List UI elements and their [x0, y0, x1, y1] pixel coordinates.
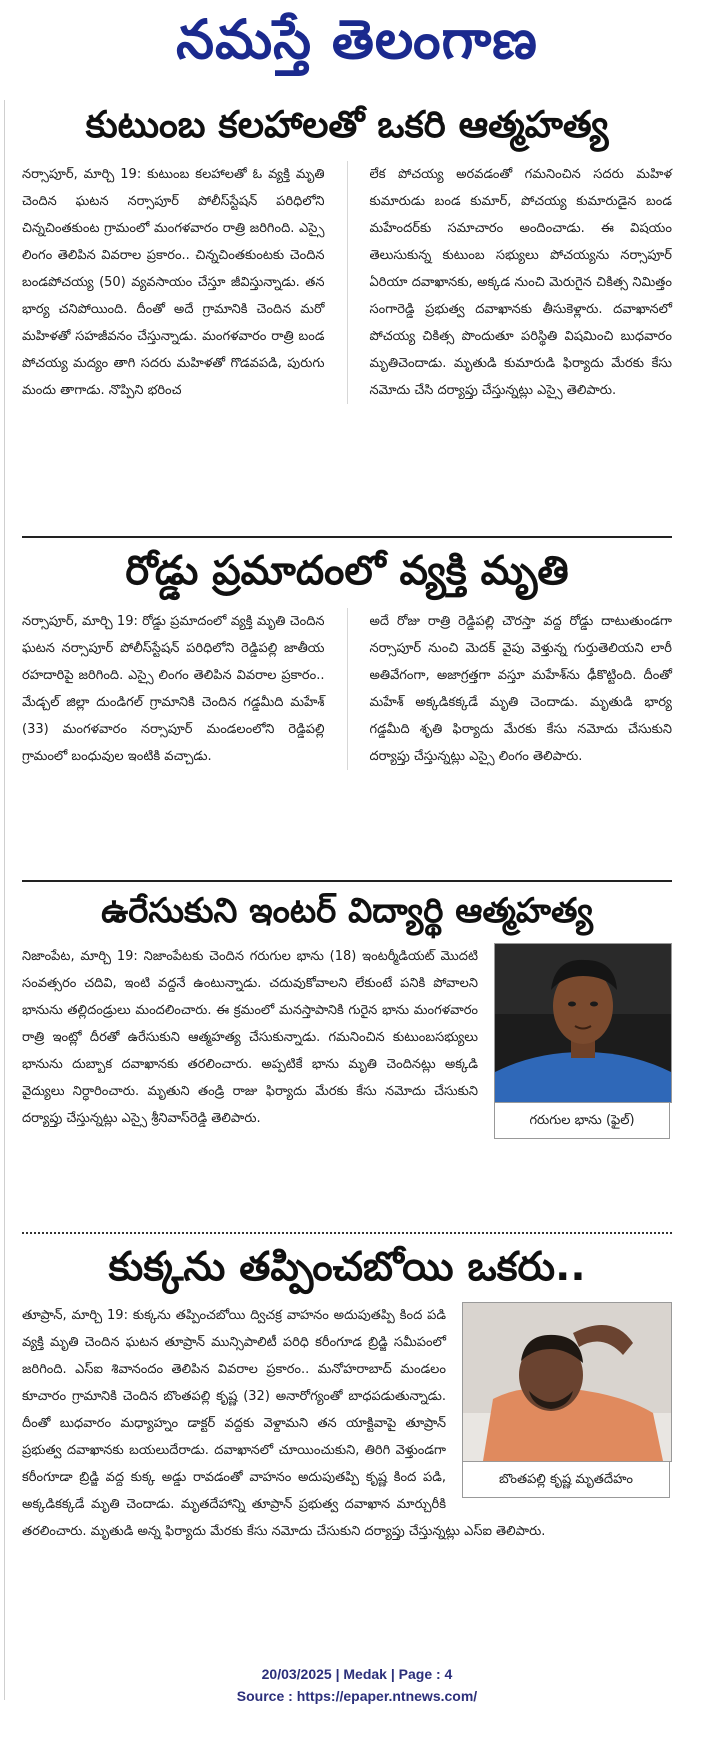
article-family-dispute-suicide: [22, 104, 672, 404]
footer-source: Source : https://epaper.ntnews.com/: [236, 1688, 478, 1704]
photo-caption: గరుగుల భాను (ఫైల్): [494, 1103, 670, 1139]
photo-block: [494, 943, 672, 1139]
headline: కుక్కను తప్పించబోయి ఒకరు..: [108, 1244, 586, 1290]
headline: రోడ్డు ప్రమాదంలో వ్యక్తి మృతి: [125, 548, 569, 594]
headline: కుటుంబ కలహాలతో ఒకరి ఆత్మహత్య: [85, 103, 609, 146]
article-columns: [22, 161, 672, 404]
victim-photo: [462, 1302, 672, 1462]
article-body: తూప్రాన్, మార్చి 19: కుక్కను తప్పించబోయి ద్విచక్ర వాహనం అదుపుతప్పి కింద పడి వ్యక్తి మృతి చెందిన ఘటన తూప్రాన్ మున్సిపాలిటీ పరిధి కరీంగూడ బ్రిడ్జి సమీపంలో జరిగింది. ఎస్ఐ శివానందం తెలిపిన వివరాల ప్రకారం.. మనోహరాబాద్ మండలం కూచారం గ్రామానికి చెందిన బొంతపల్లి కృష్ణ (32) అనారోగ్యంతో బాధపడుతున్నాడు. దీంతో బుధవారం మధ్యాహ్నం డాక్టర్ వద్దకు వెళ్దామని తన యాక్టివాపై తూప్రాన్ ప్రభుత్వ దవాఖానకు బయలుదేరాడు. దవాఖానలో చూయించుకుని, తిరిగి వెళ్తుండగా కరీంగూడా బ్రిడ్జి వద్ద కుక్క అడ్డు రావడంతో వాహనం అదుపుతప్పి కృష్ణ కింద పడి, అక్కడికక్కడే మృతి చెందాడు. మృతదేహాన్ని తూప్రాన్ ప్రభుత్వ దవాఖాన మార్చురీకి తరలించారు. మృతుడి అన్న ఫిర్యాదు మేరకు కేసు నమోదు చేసుకుని దర్యాప్తు చేస్తున్నట్లు ఎస్ఐ తెలిపారు.: [22, 1308, 546, 1539]
masthead-logo: నమస్తే తెలంగాణ: [176, 8, 538, 71]
column-divider: [347, 161, 348, 404]
headline: ఉరేసుకుని ఇంటర్ విద్యార్థి ఆత్మహత్య: [101, 891, 593, 931]
article-road-accident: [22, 548, 672, 770]
article-body: నిజాంపేట, మార్చి 19: నిజాంపేటకు చెందిన గరుగుల భాను (18) ఇంటర్మీడియట్ మొదటి సంవత్సరం చదివి, ఇంటి వద్దనే ఉంటున్నాడు. చదువుకోవాలని లేకుంటే పనికి పోవాలని భానును తల్లిదండ్రులు మందలించారు. ఈ క్రమంలో మనస్తాపానికి గురైన భాను మంగళవారం రాత్రి ఇంట్లో దీరతో ఉరేసుకుని ఆత్మహత్య చేసుకున్నాడు. గమనించిన కుటుంబసభ్యులు భానును దుబ్బాక దవాఖానకు తరలించారు. అప్పటికే భాను మృతి చెందినట్లు అక్కడి వైద్యులు నిర్ధారించారు. మృతుని తండ్రి రాజు ఫిర్యాదు మేరకు కేసు నమోదు చేసుకుని దర్యాప్తు చేస్తున్నట్లు ఎస్సై శ్రీనివాస్‌రెడ్డి తెలిపారు.: [22, 949, 478, 1127]
article-dog-accident: [22, 1244, 672, 1545]
article-body-wrap: [22, 1302, 672, 1545]
article-body-wrap: [22, 943, 672, 1132]
section-rule: [22, 536, 672, 538]
column-divider: [347, 608, 348, 770]
page-footer: [0, 1663, 714, 1707]
page-left-border: [4, 100, 5, 1700]
photo-caption: బొంతపల్లి కృష్ణ మృతదేహం: [462, 1462, 670, 1498]
footer-dateline: 20/03/2025 | Medak | Page : 4: [261, 1666, 453, 1682]
masthead: [0, 0, 714, 96]
section-rule-dotted: [22, 1232, 672, 1234]
section-rule: [22, 880, 672, 882]
article-column-2: అదే రోజు రాత్రి రెడ్డిపల్లి చౌరస్తా వద్ద రోడ్డు దాటుతుండగా నర్సాపూర్ నుంచి మెదక్ వైపు వెళ్తున్న గుర్తుతెలియని లారీ అతివేగంగా, అజాగ్రత్తగా వస్తూ మహేశ్‌ను ఢీకొట్టింది. దీంతో మహేశ్ అక్కడికక్కడే మృతి చెందాడు. మృతుడి భార్య గడ్డమీది శృతి ఫిర్యాదు మేరకు కేసు నమోదు చేసుకుని దర్యాప్తు చేస్తున్నట్లు ఎస్సై లింగం తెలిపారు.: [369, 614, 672, 764]
article-column-2: లేక పోచయ్య అరవడంతో గమనించిన సదరు మహిళ కుమారుడు బండ కుమార్, పోచయ్య కుమారుడైన బండ మహేందర్‌కు సమాచారం అందించాడు. ఈ విషయం తెలుసుకున్న కుటుంబ సభ్యులు పోచయ్యను నర్సాపూర్ ఏరియా దవాఖానకు, అక్కడ నుంచి మెరుగైన చికిత్స నిమిత్తం సంగారెడ్డి ప్రభుత్వ దవాఖానకు తీసుకెళ్లారు. దవాఖానలో పోచయ్య చికిత్స పొందుతూ పరిస్థితి విషమించి బుధవారం మృతిచెందాడు. మృతుడి కుమారుడి ఫిర్యాదు మేరకు కేసు నమోదు చేసి దర్యాప్తు చేస్తున్నట్లు ఎస్సై తెలిపారు.: [369, 166, 672, 398]
article-inter-student-suicide: [22, 892, 672, 1143]
article-column-1: నర్సాపూర్, మార్చి 19: రోడ్డు ప్రమాదంలో వ్యక్తి మృతి చెందిన ఘటన నర్సాపూర్ పోలీస్‌స్టేషన్ పరిధిలోని రెడ్డిపల్లి జాతీయ రహదారిపై జరిగింది. ఎస్సై లింగం తెలిపిన వివరాల ప్రకారం.. మేడ్చల్ జిల్లా దుండిగల్ గ్రామానికి చెందిన గడ్డమీది మహేశ్ (33) మంగళవారం నర్సాపూర్ మండలంలోని రెడ్డిపల్లి గ్రామంలో బంధువుల ఇంటికి వచ్చాడు.: [22, 614, 325, 764]
article-columns: [22, 608, 672, 770]
portrait-photo: [494, 943, 672, 1103]
photo-block: [462, 1302, 672, 1498]
article-column-1: నర్సాపూర్, మార్చి 19: కుటుంబ కలహాలతో ఓ వ్యక్తి మృతి చెందిన ఘటన నర్సాపూర్ పోలీస్‌స్టేషన్ పరిధిలోని చిన్నచింతకుంట గ్రామంలో మంగళవారం రాత్రి జరిగింది. ఎస్సై లింగం తెలిపిన వివరాల ప్రకారం.. చిన్నచింతకుంటకు చెందిన బండపోచయ్య (50) వ్యవసాయం చేస్తూ జీవిస్తున్నాడు. తన భార్య చనిపోయింది. దీంతో అదే గ్రామానికి చెందిన మరో మహిళతో సహజీవనం చేస్తున్నాడు. మంగళవారం రాత్రి బండ పోచయ్య మద్యం తాగి సదరు మహిళతో గొడవపడి, పురుగు మందు తాగాడు. నొప్పిని భరించ: [22, 166, 325, 398]
